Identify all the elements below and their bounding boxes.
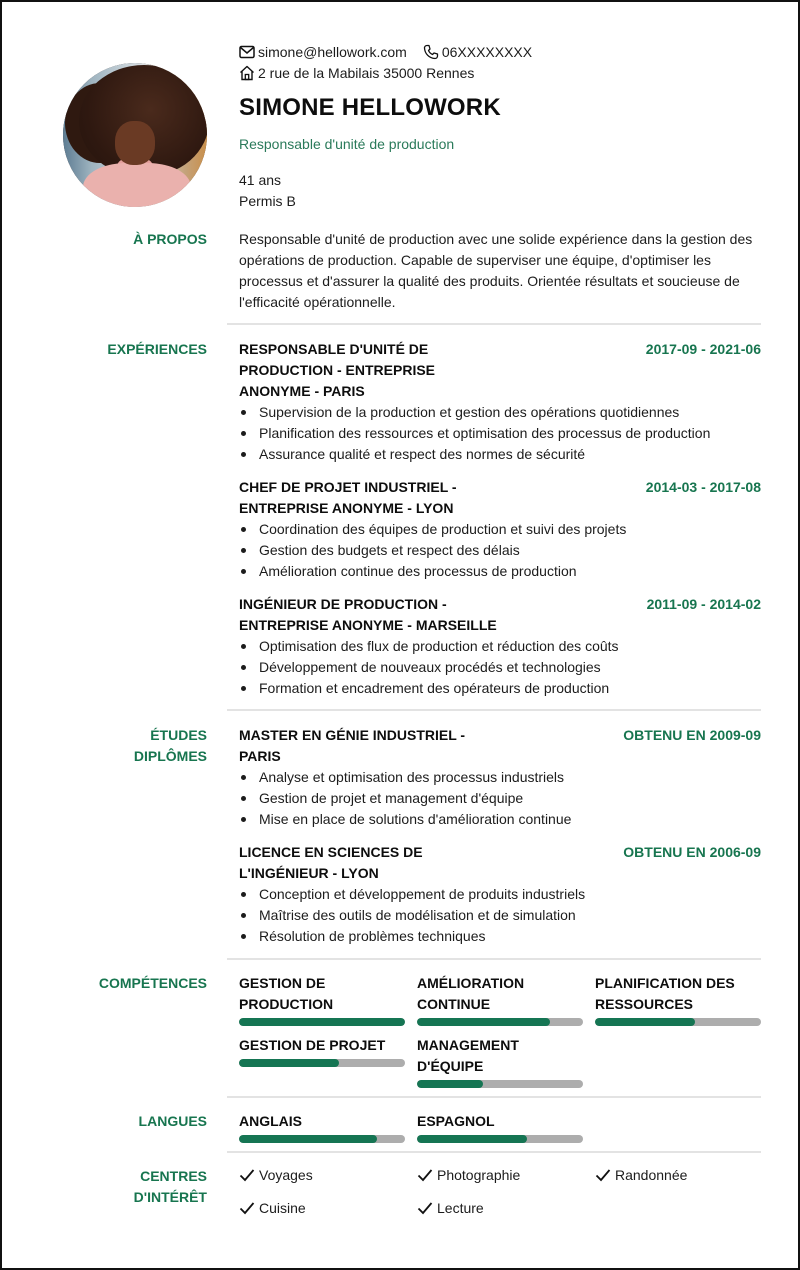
address-text: 2 rue de la Mabilais 35000 Rennes xyxy=(258,65,475,81)
language-bar-fill xyxy=(239,1135,377,1143)
experience-role: INGÉNIEUR DE PRODUCTION - ENTREPRISE ANONYME - MARSEILLE xyxy=(239,596,497,633)
age: 41 ans xyxy=(239,172,282,188)
phone-text: 06XXXXXXXX xyxy=(441,44,533,60)
interest-label: Lecture xyxy=(437,1200,484,1216)
education-degree: LICENCE EN SCIENCES DE L'INGÉNIEUR - LYON xyxy=(239,844,423,881)
interest-item xyxy=(417,1167,520,1183)
skill-bar-fill xyxy=(417,1018,550,1026)
section-label-line: D'INTÉRÊT xyxy=(133,1189,207,1205)
driving-license: Permis B xyxy=(239,193,296,209)
list-item: Résolution de problèmes techniques xyxy=(239,926,761,947)
phone-icon xyxy=(423,44,439,60)
list-item: Amélioration continue des processus de production xyxy=(239,561,761,582)
interest-label: Cuisine xyxy=(259,1200,306,1216)
experience-bullets xyxy=(239,402,761,465)
language-bar-fill xyxy=(417,1135,527,1143)
education-bullets xyxy=(239,884,761,947)
divider xyxy=(227,958,761,960)
experience-bullets xyxy=(239,519,761,582)
home-icon xyxy=(239,65,255,81)
interest-label: Voyages xyxy=(259,1167,313,1183)
about-text: Responsable d'unité de production avec une solide expérience dans la gestion des opérations de production. Capable de superviser une équipe, d'optimiser les processus et d'assurer la qualité des produits. Orientée résultats et soucieuse de l'efficacité opérationnelle. xyxy=(239,231,753,310)
list-item: Développement de nouveaux procédés et technologies xyxy=(239,657,761,678)
divider xyxy=(227,323,761,325)
interest-label: Photographie xyxy=(437,1167,521,1183)
list-item: Gestion de projet et management d'équipe xyxy=(239,788,761,809)
list-item: Analyse et optimisation des processus industriels xyxy=(239,767,761,788)
checkmark-icon xyxy=(239,1168,255,1182)
skill-bar xyxy=(417,1018,583,1026)
skill-item xyxy=(239,973,405,1026)
skill-name: AMÉLIORATION CONTINUE xyxy=(417,975,525,1012)
experience-entry xyxy=(239,477,761,582)
interest-item xyxy=(239,1167,313,1183)
language-name: ESPAGNOL xyxy=(417,1113,495,1129)
divider xyxy=(227,709,761,711)
skill-item xyxy=(239,1035,405,1067)
experience-dates: 2017-09 - 2021-06 xyxy=(645,341,761,357)
address-item xyxy=(239,65,474,81)
section-label-experiences: EXPÉRIENCES xyxy=(107,341,207,357)
skill-bar-fill xyxy=(417,1080,483,1088)
section-label-education xyxy=(2,725,207,767)
section-label-line: DIPLÔMES xyxy=(133,748,207,764)
skill-item xyxy=(417,973,583,1026)
skill-bar xyxy=(239,1059,405,1067)
interest-item xyxy=(595,1167,687,1183)
checkmark-icon xyxy=(595,1168,611,1182)
section-label-about: À PROPOS xyxy=(133,231,207,247)
experience-role: RESPONSABLE D'UNITÉ DE PRODUCTION - ENTREPRISE ANONYME - PARIS xyxy=(239,341,436,399)
skill-bar xyxy=(595,1018,761,1026)
section-label-skills: COMPÉTENCES xyxy=(98,975,207,991)
list-item: Formation et encadrement des opérateurs de production xyxy=(239,678,761,699)
language-name: ANGLAIS xyxy=(239,1113,302,1129)
skill-item xyxy=(417,1035,583,1088)
skill-item xyxy=(595,973,761,1026)
divider xyxy=(227,1096,761,1098)
divider xyxy=(227,1151,761,1153)
list-item: Supervision de la production et gestion des opérations quotidiennes xyxy=(239,402,761,423)
interest-item xyxy=(239,1200,306,1216)
interest-label: Randonnée xyxy=(615,1167,688,1183)
list-item: Coordination des équipes de production et suivi des projets xyxy=(239,519,761,540)
section-label-line: CENTRES xyxy=(140,1168,207,1184)
skill-name: GESTION DE PRODUCTION xyxy=(239,975,334,1012)
checkmark-icon xyxy=(417,1168,433,1182)
skill-name: GESTION DE PROJET xyxy=(239,1037,386,1053)
experience-entry xyxy=(239,339,761,465)
candidate-name: SIMONE HELLOWORK xyxy=(239,94,501,121)
education-entry xyxy=(239,842,761,947)
education-entry xyxy=(239,725,761,830)
section-label-languages: LANGUES xyxy=(138,1113,207,1129)
email-text: simone@hellowork.com xyxy=(258,44,407,60)
section-label-line: ÉTUDES xyxy=(150,727,207,743)
skill-bar-fill xyxy=(239,1059,339,1067)
language-bar xyxy=(417,1135,583,1143)
interest-item xyxy=(417,1200,484,1216)
envelope-icon xyxy=(239,45,255,59)
skill-bar xyxy=(239,1018,405,1026)
language-item xyxy=(239,1111,405,1143)
list-item: Optimisation des flux de production et réduction des coûts xyxy=(239,636,761,657)
avatar xyxy=(63,63,207,207)
list-item: Conception et développement de produits industriels xyxy=(239,884,761,905)
experience-dates: 2014-03 - 2017-08 xyxy=(645,479,761,495)
checkmark-icon xyxy=(239,1201,255,1215)
list-item: Maîtrise des outils de modélisation et de simulation xyxy=(239,905,761,926)
skill-name: PLANIFICATION DES RESSOURCES xyxy=(595,975,735,1012)
skill-bar-fill xyxy=(239,1018,405,1026)
list-item: Mise en place de solutions d'amélioration continue xyxy=(239,809,761,830)
education-bullets xyxy=(239,767,761,830)
skill-bar xyxy=(417,1080,583,1088)
section-label-interests xyxy=(2,1166,207,1208)
contact-line-2 xyxy=(239,65,490,81)
experience-role: CHEF DE PROJET INDUSTRIEL - ENTREPRISE ANONYME - LYON xyxy=(239,479,457,516)
experience-bullets xyxy=(239,636,761,699)
language-bar xyxy=(239,1135,405,1143)
list-item: Gestion des budgets et respect des délais xyxy=(239,540,761,561)
phone-item[interactable] xyxy=(423,44,532,60)
email-item[interactable] xyxy=(239,44,407,60)
language-item xyxy=(417,1111,583,1143)
education-date: OBTENU EN 2009-09 xyxy=(623,727,761,743)
checkmark-icon xyxy=(417,1201,433,1215)
experience-dates: 2011-09 - 2014-02 xyxy=(646,596,761,612)
education-date: OBTENU EN 2006-09 xyxy=(623,844,761,860)
job-title: Responsable d'unité de production xyxy=(239,136,455,152)
education-degree: MASTER EN GÉNIE INDUSTRIEL - PARIS xyxy=(239,727,466,764)
list-item: Assurance qualité et respect des normes de sécurité xyxy=(239,444,761,465)
skill-name: MANAGEMENT D'ÉQUIPE xyxy=(417,1037,519,1074)
experience-entry xyxy=(239,594,761,699)
skill-bar-fill xyxy=(595,1018,695,1026)
contact-line-1 xyxy=(239,44,548,60)
list-item: Planification des ressources et optimisation des processus de production xyxy=(239,423,761,444)
